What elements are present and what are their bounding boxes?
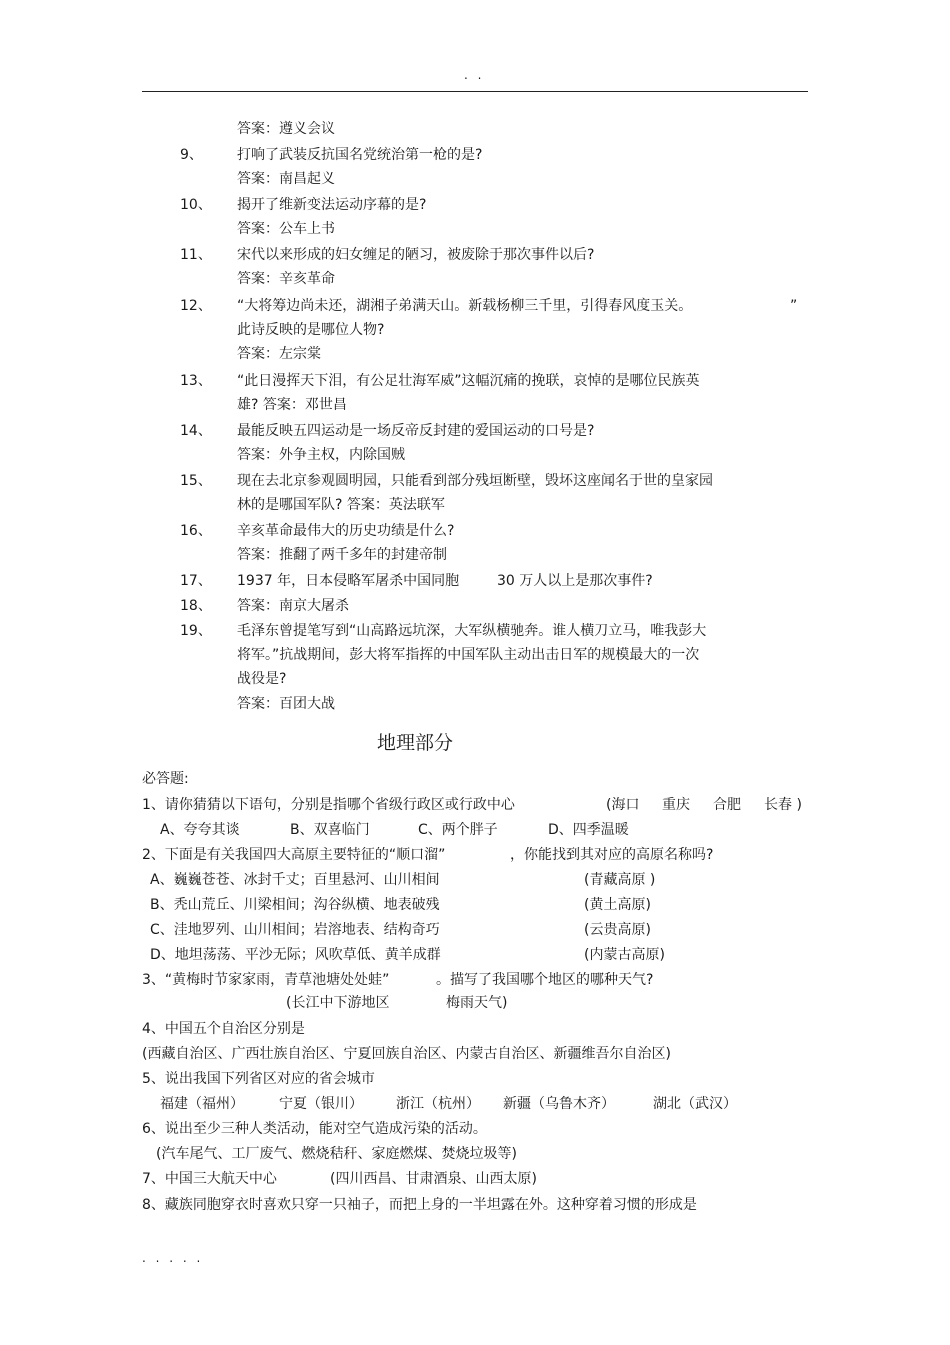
- question-text: 30 万人以上是那次事件?: [497, 573, 653, 589]
- question-number: 14、: [180, 423, 212, 439]
- geo-question-3-cont: 。描写了我国哪个地区的哪种天气?: [436, 972, 654, 988]
- question-text: 毛泽东曾提笔写到“山高路远坑深，大军纵横驰奔。谁人横刀立马，唯我彭大: [237, 623, 707, 639]
- answer-text: 答案：南昌起义: [237, 171, 335, 187]
- answer-text: 答案：百团大战: [237, 696, 335, 712]
- option-text: B、秃山荒丘、川梁相间；沟谷纵横、地表破残: [150, 897, 440, 913]
- question-text: 辛亥革命最伟大的历史功绩是什么?: [237, 523, 455, 539]
- answer-text: 答案：辛亥革命: [237, 271, 335, 287]
- option-text: A、夸夸其谈: [160, 822, 240, 838]
- geo-question-6: 6、说出至少三种人类活动，能对空气造成污染的活动。: [142, 1121, 487, 1137]
- geo-question-5: 5、说出我国下列省区对应的省会城市: [142, 1071, 375, 1087]
- question-text: 此诗反映的是哪位人物?: [237, 322, 385, 338]
- answer-text: (西藏自治区、广西壮族自治区、宁夏回族自治区、内蒙古自治区、新疆维吾尔自治区): [142, 1046, 671, 1062]
- option-text: D、地坦荡荡、平沙无际；风吹草低、黄羊成群: [150, 947, 441, 963]
- question-text: 雄? 答案：邓世昌: [237, 397, 347, 413]
- option-text: D、四季温暖: [548, 822, 629, 838]
- option-text: B、双喜临门: [290, 822, 370, 838]
- question-number: 9、: [180, 147, 203, 163]
- footer-dots: . . . . .: [142, 1251, 204, 1265]
- question-number: 18、: [180, 598, 212, 614]
- option-text: C、两个胖子: [418, 822, 498, 838]
- answer-text: 浙江（杭州）: [396, 1096, 480, 1112]
- question-number: 10、: [180, 197, 212, 213]
- answer-text: 答案：推翻了两千多年的封建帝制: [237, 547, 447, 563]
- answer-8: 答案：遵义会议: [237, 121, 335, 137]
- answer-text: (青藏高原 ): [584, 872, 656, 888]
- question-number: 19、: [180, 623, 212, 639]
- answer-text: 新疆（乌鲁木齐）: [503, 1096, 615, 1112]
- answer-text: 福建（福州）: [160, 1096, 244, 1112]
- question-text: “大将筹边尚未还，湖湘子弟满天山。新载杨柳三千里，引得春风度玉关。: [237, 298, 693, 314]
- question-text: 将军。”抗战期间，彭大将军指挥的中国军队主动出击日军的规模最大的一次: [237, 647, 700, 663]
- question-number: 13、: [180, 373, 212, 389]
- answer-text: 梅雨天气): [446, 995, 508, 1011]
- answer-text: (云贵高原): [584, 922, 651, 938]
- geo-question-1: 1、请你猜猜以下语句，分别是指哪个省级行政区或行政中心: [142, 797, 515, 813]
- answer-text: (汽车尾气、工厂废气、燃烧秸秆、家庭燃煤、焚烧垃圾等): [156, 1146, 517, 1162]
- question-number: 11、: [180, 247, 212, 263]
- question-number: 12、: [180, 298, 212, 314]
- question-text: 揭开了维新变法运动序幕的是?: [237, 197, 427, 213]
- question-text: 打响了武装反抗国名党统治第一枪的是?: [237, 147, 483, 163]
- option-text: A、巍巍苍苍、冰封千丈；百里悬河、山川相间: [150, 872, 440, 888]
- geo-question-4: 4、中国五个自治区分别是: [142, 1021, 305, 1037]
- answer-text: 答案：左宗棠: [237, 346, 321, 362]
- answer-text: (四川西昌、甘肃酒泉、山西太原): [330, 1171, 537, 1187]
- required-label: 必答题:: [142, 771, 189, 787]
- answer-text: 答案：外争主权，内除国贼: [237, 447, 405, 463]
- answer-text: 长春 ): [764, 797, 802, 813]
- question-text: 1937 年，日本侵略军屠杀中国同胞: [237, 573, 460, 589]
- question-number: 15、: [180, 473, 212, 489]
- question-text: 宋代以来形成的妇女缠足的陋习，被废除于那次事件以后?: [237, 247, 595, 263]
- answer-text: 合肥: [713, 797, 741, 813]
- header-rule: [142, 91, 808, 92]
- geo-question-8: 8、藏族同胞穿衣时喜欢只穿一只袖子，而把上身的一半坦露在外。这种穿着习惯的形成是: [142, 1197, 697, 1213]
- option-text: C、洼地罗列、山川相间；岩溶地表、结构奇巧: [150, 922, 440, 938]
- question-text: 最能反映五四运动是一场反帝反封建的爱国运动的口号是?: [237, 423, 595, 439]
- geo-question-3: 3、“黄梅时节家家雨，青草池塘处处蛙”: [142, 972, 390, 988]
- question-number: 17、: [180, 573, 212, 589]
- answer-text: 重庆: [662, 797, 690, 813]
- answer-text: 答案：南京大屠杀: [237, 598, 349, 614]
- geo-question-2: 2、下面是有关我国四大高原主要特征的“顺口溜”: [142, 847, 446, 863]
- answer-text: (内蒙古高原): [584, 947, 665, 963]
- geo-question-2-cont: ，你能找到其对应的高原名称吗?: [510, 847, 714, 863]
- close-quote: ”: [790, 298, 798, 314]
- answer-text: 湖北（武汉）: [653, 1096, 737, 1112]
- question-number: 16、: [180, 523, 212, 539]
- section-title: 地理部分: [377, 732, 454, 754]
- question-text: 林的是哪国军队? 答案：英法联军: [237, 497, 445, 513]
- answer-text: 宁夏（银川）: [279, 1096, 363, 1112]
- answer-text: (黄土高原): [584, 897, 651, 913]
- answer-text: 答案：公车上书: [237, 221, 335, 237]
- answer-text: (海口: [606, 797, 640, 813]
- answer-text: (长江中下游地区: [286, 995, 390, 1011]
- geo-question-7: 7、中国三大航天中心: [142, 1171, 277, 1187]
- header-dots: . .: [464, 68, 485, 82]
- question-text: “此日漫挥天下泪，有公足壮海军威”这幅沉痛的挽联，哀悼的是哪位民族英: [237, 373, 700, 389]
- question-text: 战役是?: [237, 671, 287, 687]
- question-text: 现在去北京参观圆明园，只能看到部分残垣断壁，毁坏这座闻名于世的皇家园: [237, 473, 713, 489]
